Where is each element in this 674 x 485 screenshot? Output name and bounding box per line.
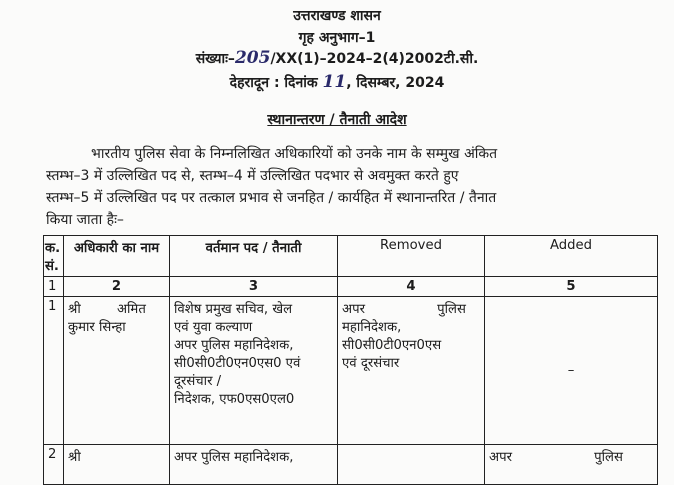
header-removed: Removed (338, 236, 485, 277)
removed-charge (338, 297, 485, 445)
officer-name-line: कुमार सिन्हा (68, 320, 126, 335)
transfer-table (43, 235, 658, 485)
column-number: 5 (485, 277, 658, 297)
current-post-line: अपर पुलिस महानिदेशक, (174, 450, 294, 465)
paragraph-line-4: किया जाता हैः– (46, 212, 124, 228)
paragraph-line-2: स्तम्भ–3 में उल्लिखित पद से, स्तम्भ–4 में उल्लिखित पदभार से अवमुक्त करते हुए (46, 168, 459, 184)
removed-charge (338, 445, 485, 485)
removed-line: सी0सी0टी0एन0एस (342, 338, 442, 353)
table-row (44, 445, 658, 485)
order-number-label: संख्याः– (195, 51, 235, 67)
officer-name-line: श्री अमित (68, 302, 146, 317)
removed-line: महानिदेशक, (342, 320, 402, 335)
paragraph-line-1: भारतीय पुलिस सेवा के निम्नलिखित अधिकारियों को उनके नाम के सम्मुख अंकित (91, 146, 498, 162)
current-post-line: निदेशक, एफ0एस0एल0 (174, 392, 295, 407)
order-paragraph (46, 143, 646, 231)
removed-line: एवं दूरसंचार (342, 356, 400, 371)
current-post-line: एवं युवा कल्याण (174, 320, 253, 335)
place-date (0, 72, 674, 92)
header-serial: क. सं. (44, 236, 64, 277)
column-number: 3 (170, 277, 338, 297)
added-charge (485, 297, 658, 445)
order-number (0, 48, 674, 68)
column-number-row (44, 277, 658, 297)
added-line: अपर पुलिस (489, 450, 623, 465)
current-post-line: विशेष प्रमुख सचिव, खेल (174, 302, 293, 317)
current-post (170, 445, 338, 485)
government-heading: उत्तराखण्ड शासन (293, 8, 381, 24)
table-header-row (44, 236, 658, 277)
current-post (170, 297, 338, 445)
officer-name-line: श्री (68, 450, 81, 465)
section-heading: गृह अनुभाग–1 (298, 30, 376, 46)
date-suffix: , दिसम्बर, 2024 (346, 75, 445, 91)
officer-name (64, 297, 170, 445)
paragraph-line-3: स्तम्भ–5 में उल्लिखित पद पर तत्काल प्रभाव से जनहित / कार्यहित में स्थानान्तरित / तैनात (46, 190, 497, 206)
order-title: स्थानान्तरण / तैनाती आदेश (267, 112, 407, 128)
column-number: 1 (44, 277, 64, 297)
order-number-suffix: /XX(1)–2024–2(4)2002टी.सी. (270, 51, 479, 67)
added-dash: – (567, 363, 575, 378)
added-charge (485, 445, 658, 485)
current-post-line: सी0सी0टी0एन0एस0 एवं (174, 356, 301, 371)
row-serial: 2 (44, 445, 64, 485)
header-current-post: वर्तमान पद / तैनाती (170, 236, 338, 277)
current-post-line: दूरसंचार / (174, 374, 222, 389)
row-serial: 1 (44, 297, 64, 445)
date-handwritten: 11 (322, 72, 347, 92)
current-post-line: अपर पुलिस महानिदेशक, (174, 338, 294, 353)
officer-name (64, 445, 170, 485)
header-added: Added (485, 236, 658, 277)
removed-line: अपर पुलिस (342, 302, 466, 317)
column-number: 4 (338, 277, 485, 297)
table-row (44, 297, 658, 445)
header-officer-name: अधिकारी का नाम (64, 236, 170, 277)
column-number: 2 (64, 277, 170, 297)
place-date-label: देहरादून : दिनांक (229, 75, 318, 91)
order-number-handwritten: 205 (234, 48, 271, 68)
